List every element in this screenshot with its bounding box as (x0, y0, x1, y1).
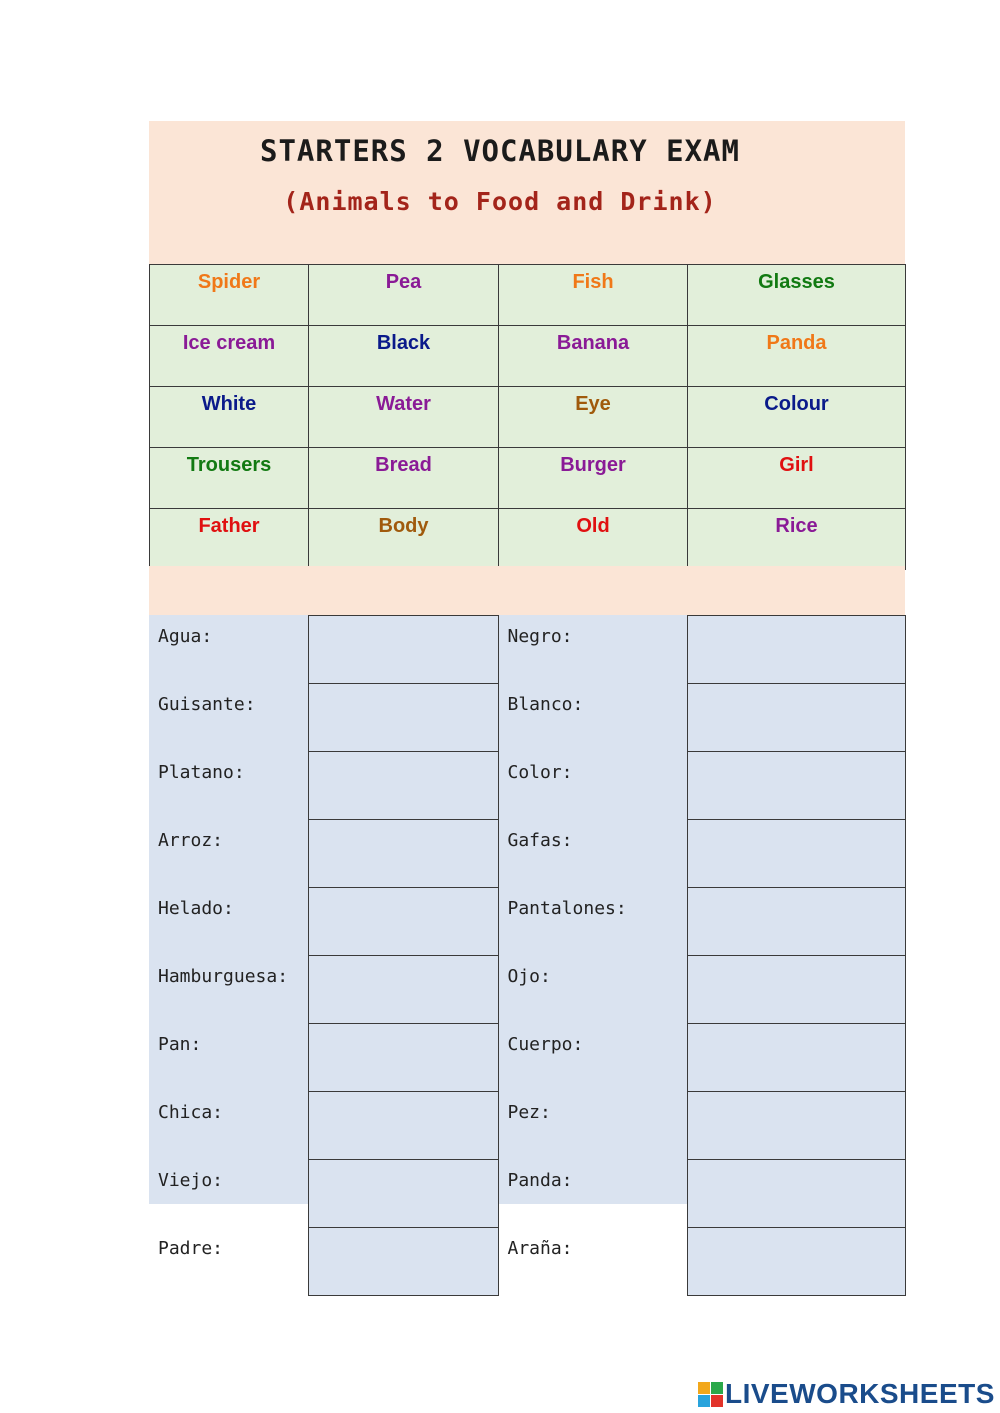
answer-box[interactable] (308, 1160, 498, 1228)
answer-row (149, 752, 905, 820)
word-bank-word: Girl (779, 454, 814, 476)
answer-row (149, 1092, 905, 1160)
word-bank-cell (309, 448, 499, 509)
word-bank-word: Pea (385, 271, 422, 293)
answer-box[interactable] (687, 888, 905, 956)
word-bank-word: White (201, 393, 257, 415)
word-bank-cell (688, 509, 906, 570)
answer-box[interactable] (687, 1228, 905, 1296)
word-bank-cell (309, 326, 499, 387)
word-bank-row (150, 326, 906, 387)
word-bank-word: Old (576, 515, 610, 537)
word-bank-word: Black (376, 332, 431, 354)
answer-row (149, 1024, 905, 1092)
word-bank-word: Burger (560, 454, 626, 476)
answer-box[interactable] (687, 1160, 905, 1228)
answer-box[interactable] (687, 616, 905, 684)
word-bank-word: Ice cream (182, 332, 276, 354)
word-bank-cell (309, 265, 499, 326)
answer-box[interactable] (308, 888, 498, 956)
word-bank-cell (150, 448, 309, 509)
word-bank-cell (150, 387, 309, 448)
word-bank-cell (309, 387, 499, 448)
word-bank-cell (688, 387, 906, 448)
brand-text: LIVEWORKSHEETS (725, 1378, 995, 1409)
word-bank-cell (499, 265, 688, 326)
word-bank-cell (150, 326, 309, 387)
spanish-word-label: Color: (507, 761, 573, 783)
answer-box[interactable] (687, 1092, 905, 1160)
answer-box[interactable] (687, 752, 905, 820)
answer-box[interactable] (308, 1092, 498, 1160)
answer-box[interactable] (687, 956, 905, 1024)
word-bank-word: Fish (572, 271, 614, 293)
spanish-word-label: Negro: (507, 625, 573, 647)
spanish-word-label: Pan: (158, 1033, 202, 1055)
spanish-word-label: Agua: (158, 625, 213, 647)
word-bank-word: Bread (375, 454, 432, 476)
word-bank-cell (688, 265, 906, 326)
word-bank-cell (150, 509, 309, 570)
spanish-word-label: Arroz: (158, 829, 224, 851)
spanish-word-label: Pez: (507, 1101, 551, 1123)
answer-box[interactable] (308, 616, 498, 684)
answer-box[interactable] (308, 1228, 498, 1296)
spanish-word-label: Viejo: (158, 1169, 224, 1191)
answer-grid (149, 615, 906, 1296)
word-bank-word: Colour (764, 393, 829, 415)
word-bank-cell (309, 509, 499, 570)
word-bank-cell (688, 326, 906, 387)
answer-box[interactable] (308, 752, 498, 820)
logo-square (711, 1395, 723, 1407)
answer-box[interactable] (687, 820, 905, 888)
spanish-word-label: Panda: (507, 1169, 573, 1191)
answer-box[interactable] (308, 956, 498, 1024)
page-title: STARTERS 2 VOCABULARY EXAM (260, 134, 740, 168)
word-bank-word: Father (198, 515, 260, 537)
answer-box[interactable] (308, 820, 498, 888)
logo-square (698, 1382, 710, 1394)
spanish-word-label: Padre: (158, 1237, 224, 1259)
spanish-word-label: Hamburguesa: (158, 965, 289, 987)
answer-box[interactable] (687, 1024, 905, 1092)
word-bank-cell (499, 448, 688, 509)
answer-row (149, 1160, 905, 1228)
word-bank-word: Spider (197, 271, 261, 293)
spanish-word-label: Guisante: (158, 693, 256, 715)
word-bank-row (150, 448, 906, 509)
word-bank-word: Water (376, 393, 431, 415)
word-bank-word: Banana (556, 332, 630, 354)
separator-band (149, 566, 905, 615)
liveworksheets-logo-icon (698, 1382, 722, 1406)
word-bank-word: Trousers (186, 454, 272, 476)
spanish-word-label: Gafas: (507, 829, 573, 851)
spanish-word-label: Chica: (158, 1101, 224, 1123)
word-bank-word: Panda (766, 332, 827, 354)
word-bank-row (150, 509, 906, 570)
spanish-word-label: Helado: (158, 897, 234, 919)
word-bank-cell (150, 265, 309, 326)
spanish-word-label: Araña: (507, 1237, 573, 1259)
spanish-word-label: Cuerpo: (507, 1033, 584, 1055)
logo-square (698, 1395, 710, 1407)
spanish-word-label: Ojo: (507, 965, 551, 987)
answer-row (149, 1228, 905, 1296)
answer-box[interactable] (687, 684, 905, 752)
spanish-word-label: Pantalones: (507, 897, 627, 919)
word-bank-cell (499, 326, 688, 387)
word-bank-word: Eye (575, 393, 611, 415)
word-bank-word: Glasses (758, 271, 835, 293)
word-bank-row (150, 265, 906, 326)
answer-box[interactable] (308, 1024, 498, 1092)
answer-row (149, 888, 905, 956)
word-bank-word: Rice (775, 515, 818, 537)
word-bank-table (149, 264, 906, 570)
answer-box[interactable] (308, 684, 498, 752)
word-bank-cell (499, 387, 688, 448)
word-bank-cell (499, 509, 688, 570)
word-bank-word: Body (378, 515, 429, 537)
word-bank-row (150, 387, 906, 448)
answer-row (149, 684, 905, 752)
answer-row (149, 956, 905, 1024)
word-bank-cell (688, 448, 906, 509)
spanish-word-label: Blanco: (507, 693, 584, 715)
liveworksheets-brand (698, 1377, 995, 1411)
spanish-word-label: Platano: (158, 761, 245, 783)
answer-row (149, 616, 905, 684)
logo-square (711, 1382, 723, 1394)
page-subtitle: (Animals to Food and Drink) (283, 187, 717, 216)
answer-row (149, 820, 905, 888)
